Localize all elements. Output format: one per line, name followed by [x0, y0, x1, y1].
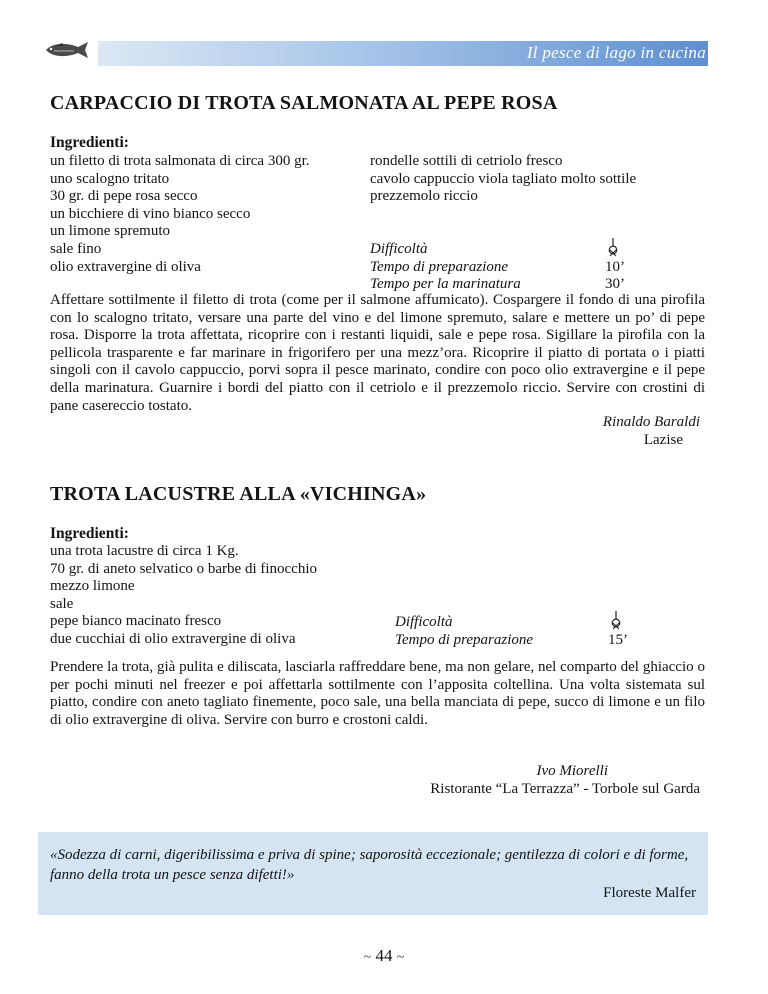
ingredient-item: mezzo limone [50, 578, 135, 595]
recipe1-prep-value: 10’ [605, 258, 625, 275]
ingredient-item: due cucchiai di olio extravergine di oliva [50, 630, 296, 647]
page-number: 44 [375, 946, 393, 965]
ingredient-item: prezzemolo riccio [370, 188, 478, 205]
recipe2-author: Ivo Miorelli [536, 763, 608, 779]
recipe1-marinade-value: 30’ [605, 276, 625, 293]
ingredient-item: un filetto di trota salmonata di circa 300 gr. [50, 153, 310, 169]
recipe2-meta-labels [395, 614, 533, 649]
recipe1-place: Lazise [643, 432, 683, 448]
tilde-ornament-left: ~ [363, 950, 372, 965]
recipe2-prep-value: 15’ [608, 631, 628, 648]
page-number-line [0, 946, 768, 966]
recipe2-place: Ristorante “La Terrazza” - Torbole sul Garda [430, 781, 700, 797]
recipe1-method: Affettare sottilmente il filetto di trota (come per il salmone affumicato). Cospargere il fondo di una pirofila con lo scalogno tritato, versare una parte del vino e del limone spremuto, salare e mettere un po’ di pepe rosa. Disporre la trota affettata, ricoprire con i restanti liquidi, sale e pepe rosa. Sigillare la pirofila con la pellicola trasparente e far marinare in frigorifero per una mezz’ora. Ricoprire il piatto di portata o i piatti singoli con il cavolo cappuccio, porvi sopra il pesce marinato, condire con poco olio extravergine e il pepe della marinatura. Guarnire i bordi del piatto con il cetriolo e il prezzemolo riccio. Servire con crostini di pane casereccio tostato. [50, 292, 705, 414]
ingredient-item: una trota lacustre di circa 1 Kg. [50, 543, 239, 559]
difficulty-label: Difficoltà [370, 241, 428, 257]
fish-hook-icon [609, 610, 623, 630]
ingredient-item: rondelle sottili di cetriolo fresco [370, 153, 563, 169]
quote-author: Floreste Malfer [603, 885, 696, 901]
recipe2-ingredients-heading: Ingredienti: [50, 525, 129, 542]
fish-icon [44, 40, 94, 60]
marinade-time-label: Tempo per la marinatura [370, 276, 521, 293]
ingredient-item: 30 gr. di pepe rosa secco [50, 188, 198, 205]
ingredient-item: uno scalogno tritato [50, 170, 170, 187]
fish-hook-icon [606, 237, 620, 257]
quote-text: «Sodezza di carni, digeribilissima e priva di spine; saporosità eccezionale; gentilezza di colori e di forme, fanno della trota un pesce senza difetti!» [50, 847, 689, 883]
recipe1-meta-labels [370, 241, 521, 294]
ingredient-item: un bicchiere di vino bianco secco [50, 205, 251, 222]
recipe1-title: CARPACCIO DI TROTA SALMONATA AL PEPE ROSA [50, 92, 558, 114]
ingredient-item: olio extravergine di oliva [50, 258, 201, 275]
ingredient-item: pepe bianco macinato fresco [50, 613, 222, 630]
ingredient-item: cavolo cappuccio viola tagliato molto sottile [370, 170, 637, 187]
ingredient-item: sale fino [50, 240, 102, 257]
ingredient-item: sale [50, 595, 74, 612]
recipe1-ingredients-left [50, 153, 310, 276]
ingredient-item: un limone spremuto [50, 223, 170, 240]
recipe2-title: TROTA LACUSTRE ALLA «VICHINGA» [50, 483, 427, 505]
recipe2-ingredients-left [50, 543, 317, 649]
recipe1-author: Rinaldo Baraldi [602, 414, 700, 430]
tilde-ornament-right: ~ [396, 950, 405, 965]
header-title: Il pesce di lago in cucina [526, 43, 706, 62]
difficulty-label: Difficoltà [395, 614, 453, 630]
recipe2-method: Prendere la trota, già pulita e diliscata, lasciarla raffreddare bene, ma non gelare, nel comparto del ghiaccio o per pochi minuti nel freezer e poi affettarla sottilmente con l’apposita coltellina. Una volta sistemata sul piatto, condire con aneto tagliato finemente, poco sale, una bella manciata di pepe, succo di limone e un filo di olio extravergine di oliva. Servire con burro e crostoni caldi. [50, 659, 705, 728]
prep-time-label: Tempo di preparazione [395, 631, 534, 648]
ingredient-item: 70 gr. di aneto selvatico o barbe di finocchio [50, 560, 318, 577]
recipe1-ingredients-heading: Ingredienti: [50, 134, 129, 151]
prep-time-label: Tempo di preparazione [370, 258, 509, 275]
recipe1-ingredients-right [370, 153, 636, 206]
